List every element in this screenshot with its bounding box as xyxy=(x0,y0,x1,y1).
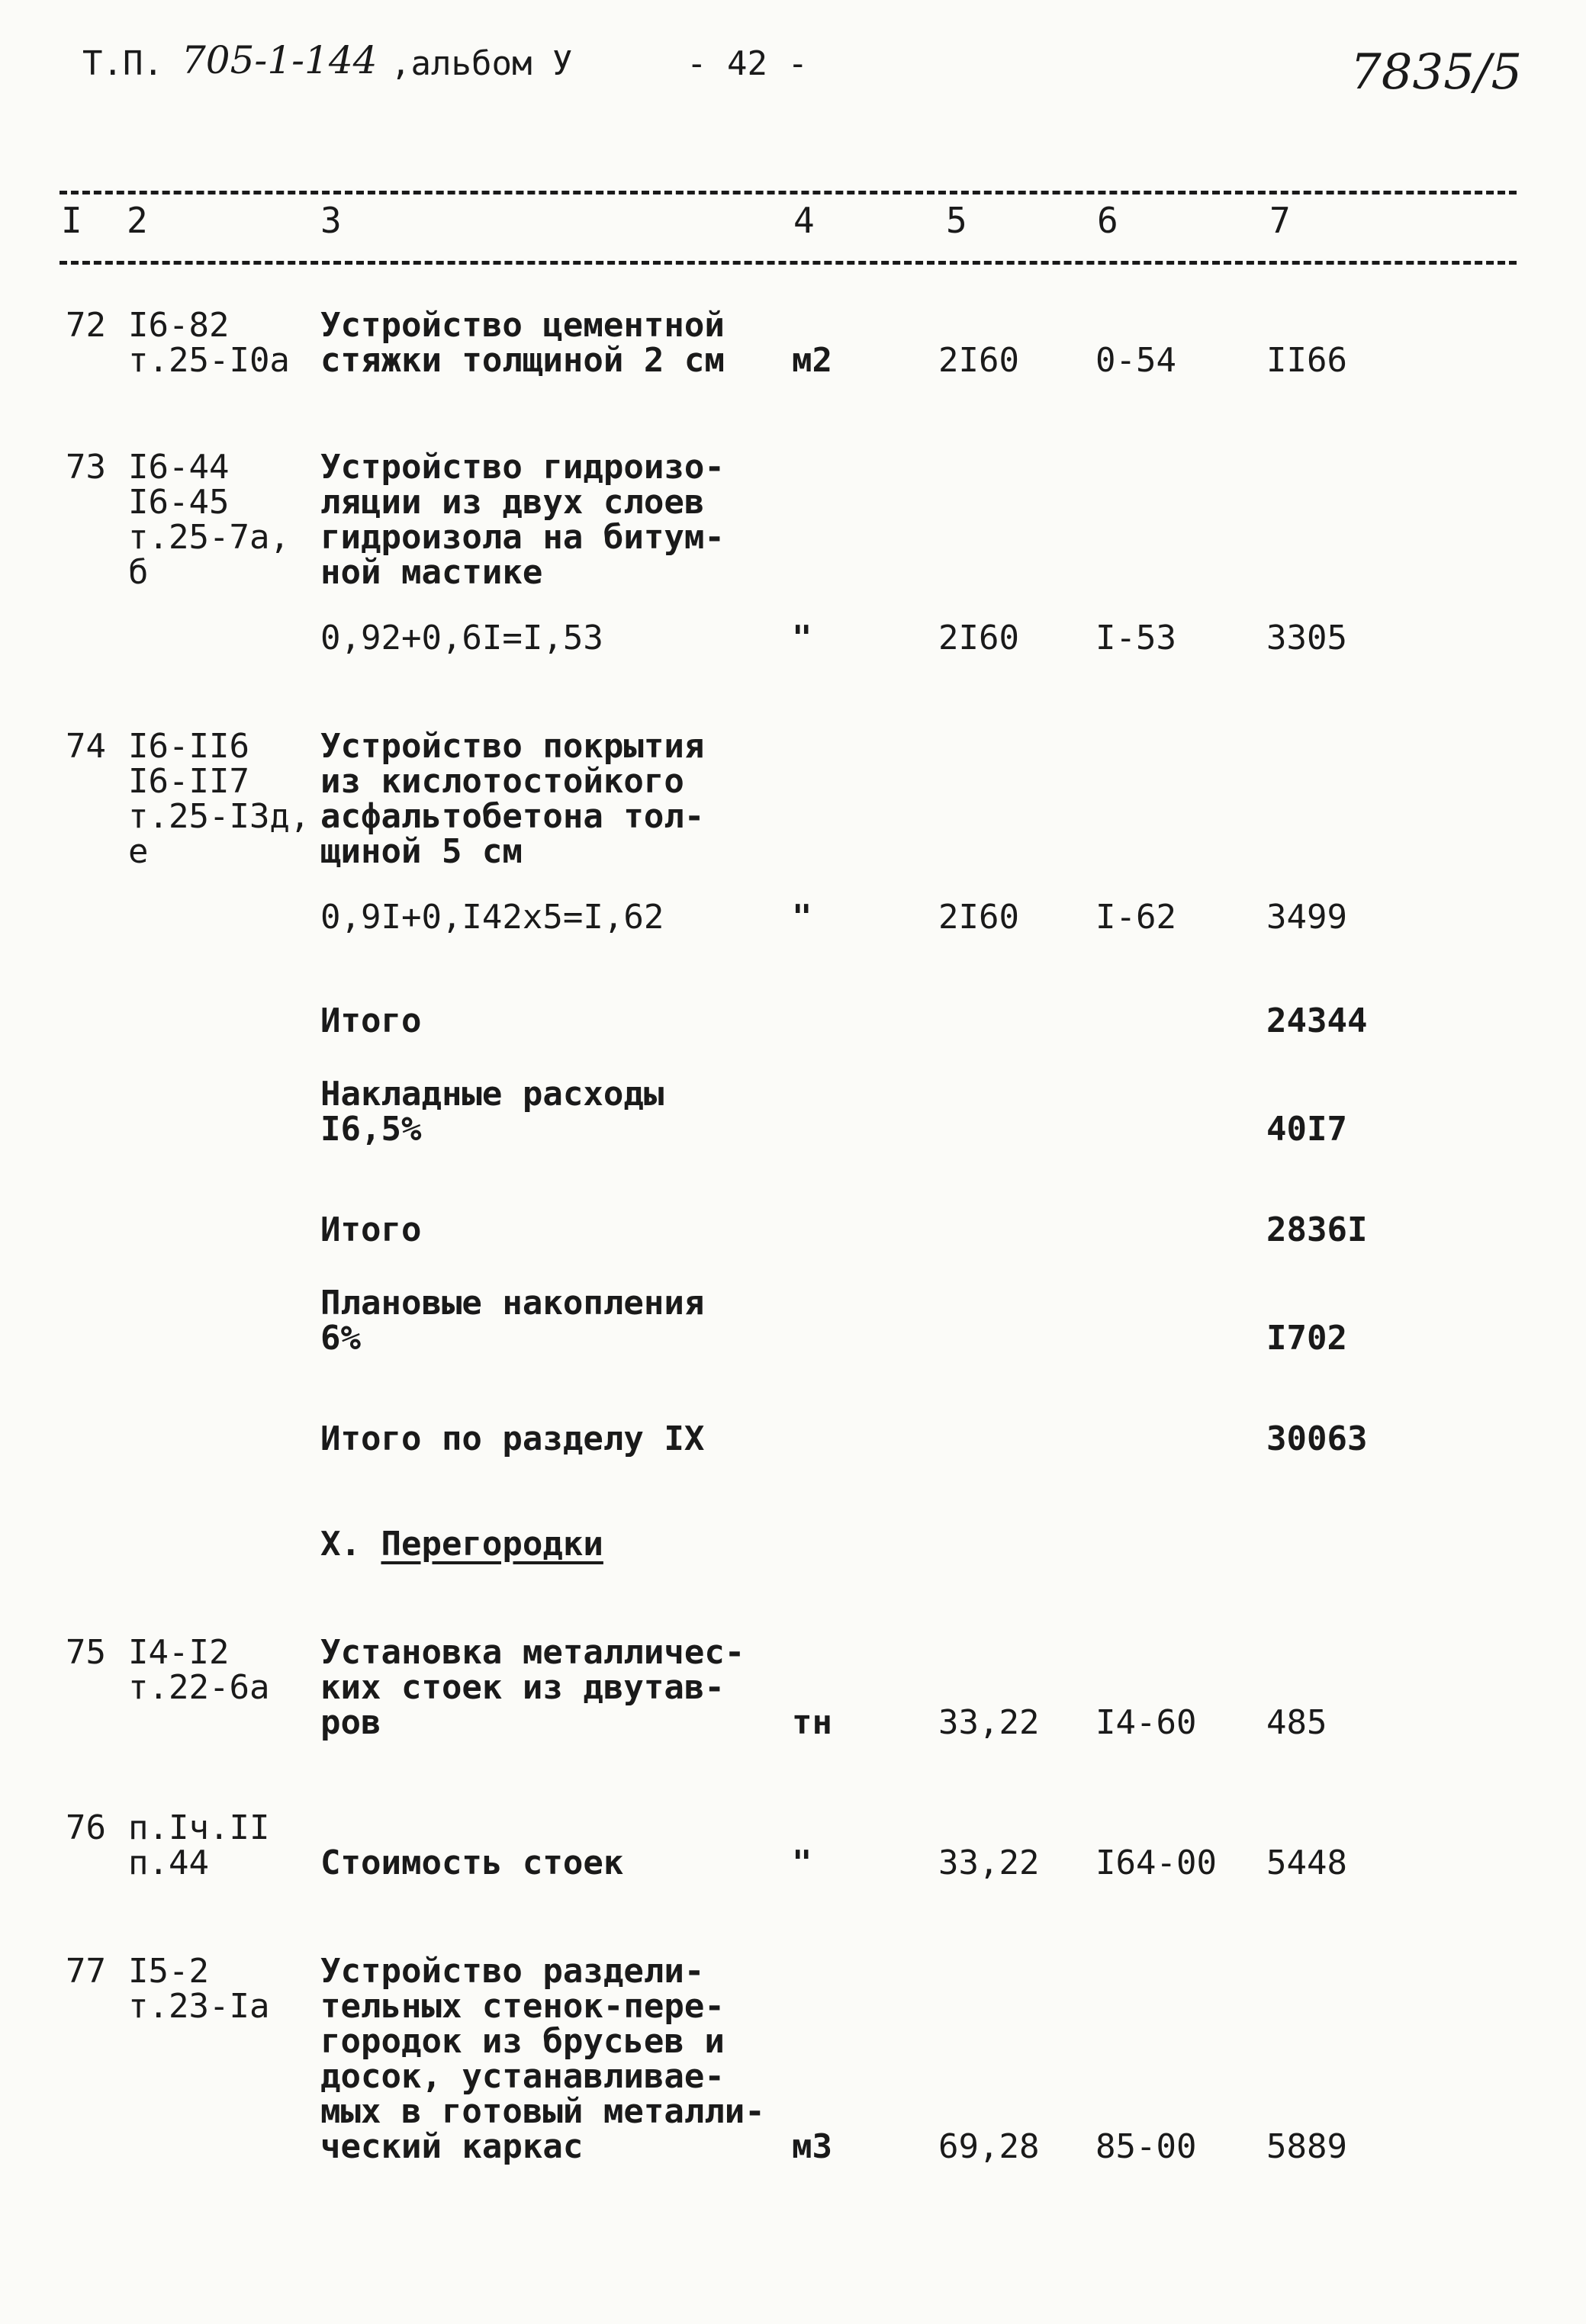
col-header-1: I xyxy=(61,200,82,241)
col-header-5: 5 xyxy=(946,200,967,241)
unit-price: I64-00 xyxy=(1095,1843,1217,1882)
quantity: 33,22 xyxy=(938,1703,1040,1742)
norm-code: I4-I2 т.22-6а xyxy=(128,1633,270,1707)
section-number: X. xyxy=(320,1525,361,1564)
row-number: 73 xyxy=(66,448,106,487)
total-cost: 3499 xyxy=(1266,898,1347,937)
norm-code: п.Iч.II п.44 xyxy=(128,1808,270,1882)
row-number: 72 xyxy=(66,306,106,345)
quantity: 33,22 xyxy=(938,1843,1040,1882)
header-top-rule xyxy=(60,191,1517,194)
subtotal-label: Итого xyxy=(320,1210,422,1249)
quantity: 2I60 xyxy=(938,619,1019,657)
archive-stamp: 7835/5 xyxy=(1350,44,1523,101)
work-description: Устройство цементной стяжки толщиной 2 см xyxy=(320,306,725,380)
total-cost: II66 xyxy=(1266,341,1347,380)
section-heading-text xyxy=(320,1527,603,1562)
unit-ditto: " xyxy=(792,619,812,657)
section-total-label: Итого по разделу IX xyxy=(320,1419,705,1458)
section-title: Перегородки xyxy=(381,1525,603,1564)
unit: м3 xyxy=(792,2127,832,2166)
unit-ditto: " xyxy=(792,1843,812,1882)
col-header-6: 6 xyxy=(1097,200,1118,241)
row-number: 74 xyxy=(66,727,106,766)
unit: м2 xyxy=(792,341,832,380)
work-description: Устройство раздели- тельных стенок-пере- городок из брусьев и досок, устанавливае- мых в готовый металли- ческий каркас xyxy=(320,1952,765,2166)
calc-formula: 0,9I+0,I42х5=I,62 xyxy=(320,898,664,937)
total-cost: 5448 xyxy=(1266,1843,1347,1882)
overhead-value: 40I7 xyxy=(1266,1110,1347,1149)
subtotal-value: 2836I xyxy=(1266,1210,1368,1249)
work-description: Установка металличес- ких стоек из двутав- ров xyxy=(320,1633,745,1742)
calc-formula: 0,92+0,6I=I,53 xyxy=(320,619,603,657)
total-cost: 5889 xyxy=(1266,2127,1347,2166)
unit-price: 0-54 xyxy=(1095,341,1176,380)
total-cost: 3305 xyxy=(1266,619,1347,657)
row-number: 75 xyxy=(66,1633,106,1672)
section-total-value: 30063 xyxy=(1266,1419,1368,1458)
quantity: 69,28 xyxy=(938,2127,1040,2166)
project-code: 705-1-144 xyxy=(182,38,378,82)
subtotal-value: 24344 xyxy=(1266,1001,1368,1040)
page-number: - 42 - xyxy=(687,44,808,83)
unit-price: I-53 xyxy=(1095,619,1176,657)
norm-code: I5-2 т.23-Iа xyxy=(128,1952,270,2026)
planned-savings-label: Плановые накопления 6% xyxy=(320,1284,705,1358)
norm-code: I6-82 т.25-I0а xyxy=(128,306,290,380)
col-header-3: 3 xyxy=(320,200,342,241)
quantity: 2I60 xyxy=(938,898,1019,937)
unit: тн xyxy=(792,1703,832,1742)
header-bottom-rule xyxy=(60,261,1517,265)
col-header-2: 2 xyxy=(127,200,148,241)
row-number: 76 xyxy=(66,1808,106,1847)
quantity: 2I60 xyxy=(938,341,1019,380)
work-description: Устройство гидроизо- ляции из двух слоев гидроизола на битум- ной мастике xyxy=(320,448,725,592)
album-label: ,альбом У xyxy=(391,44,573,83)
overhead-label: Накладные расходы I6,5% xyxy=(320,1075,664,1149)
unit-price: I-62 xyxy=(1095,898,1176,937)
work-description: Устройство покрытия из кислотостойкого асфальтобетона тол- щиной 5 см xyxy=(320,727,705,871)
col-header-7: 7 xyxy=(1269,200,1291,241)
subtotal-label: Итого xyxy=(320,1001,422,1040)
work-description: Стоимость стоек xyxy=(320,1843,624,1882)
norm-code: I6-II6 I6-II7 т.25-I3д, е xyxy=(128,727,310,871)
norm-code: I6-44 I6-45 т.25-7а, б xyxy=(128,448,290,592)
unit-price: 85-00 xyxy=(1095,2127,1197,2166)
unit-price: I4-60 xyxy=(1095,1703,1197,1742)
unit-ditto: " xyxy=(792,898,812,937)
col-header-4: 4 xyxy=(793,200,815,241)
header-prefix: Т.П. xyxy=(82,44,163,83)
total-cost: 485 xyxy=(1266,1703,1327,1742)
planned-savings-value: I702 xyxy=(1266,1319,1347,1358)
row-number: 77 xyxy=(66,1952,106,1991)
